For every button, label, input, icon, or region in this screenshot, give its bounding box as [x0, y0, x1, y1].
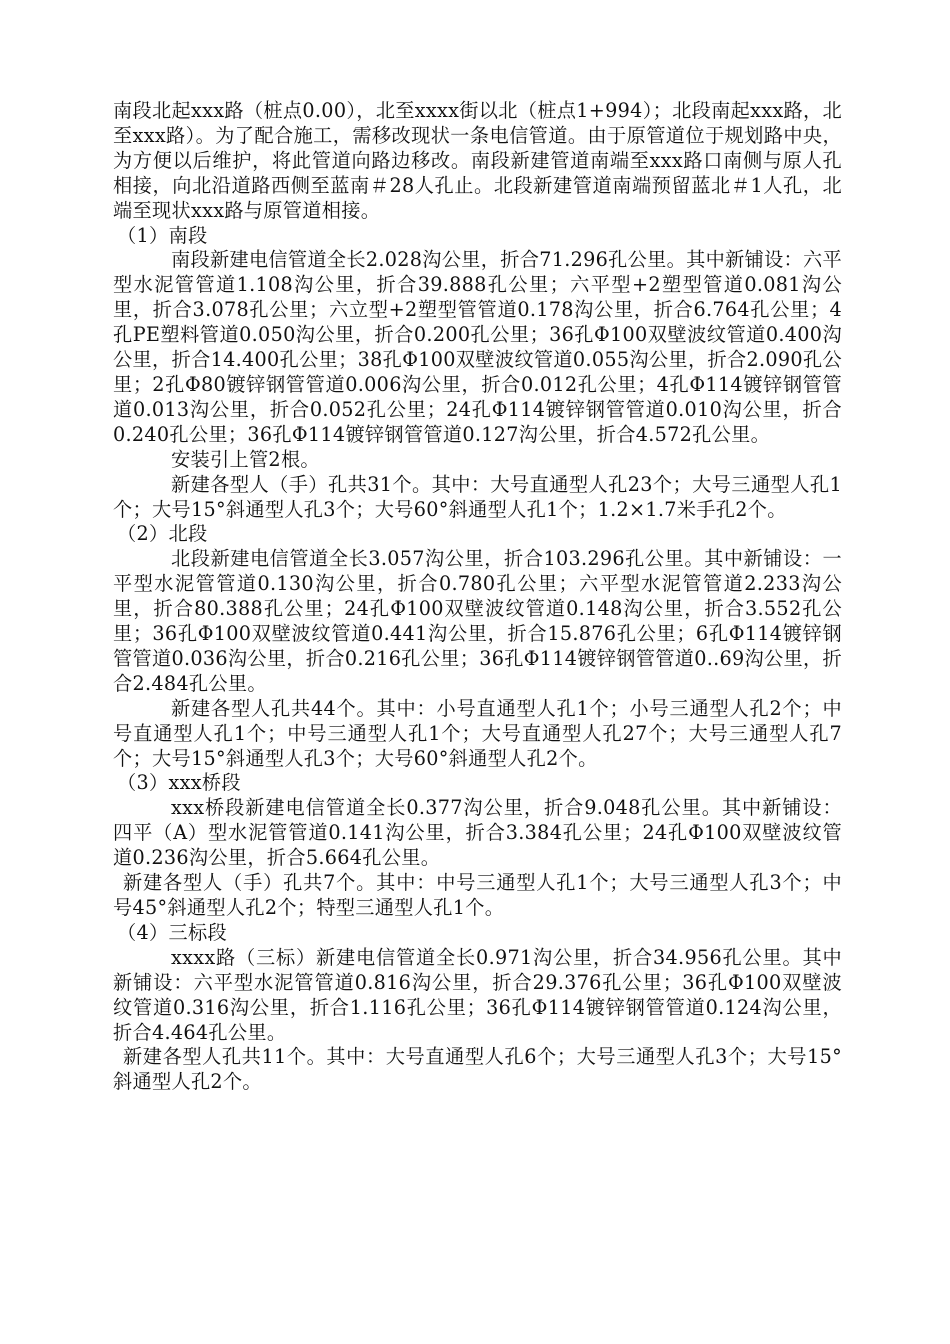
section-heading-north: （2）北段	[117, 522, 208, 546]
section-heading-bridge: （3）xxx桥段	[117, 771, 241, 795]
north-manhole-paragraph: 新建各型人孔共44个。其中：小号直通型人孔1个；小号三通型人孔2个；中号直通型人孔1个；中号三通型人孔1个；大号直通型人孔27个；大号三通型人孔7个；大号15°斜通型人孔3个；大号60°斜通型人孔2个。	[113, 696, 842, 770]
south-pipeline-paragraph: 南段新建电信管道全长2.028沟公里，折合71.296孔公里。其中新铺设：六平型水泥管管道1.108沟公里，折合39.888孔公里；六平型+2塑型管道0.081沟公里，折合3.078孔公里；六立型+2塑型管管道0.178沟公里，折合6.764孔公里；4孔PE塑料管道0.050沟公里，折合0.200孔公里；36孔Φ100双壁波纹管道0.400沟公里，折合14.400孔公里；38孔Φ100双壁波纹管道0.055沟公里，折合2.090孔公里；2孔Φ80镀锌钢管管道0.006沟公里，折合0.012孔公里；4孔Φ114镀锌钢管管道0.013沟公里，折合0.052孔公里；24孔Φ114镀锌钢管管道0.010沟公里，折合0.240孔公里；36孔Φ114镀锌钢管管道0.127沟公里，折合4.572孔公里。	[113, 248, 843, 446]
document-page	[113, 99, 842, 1095]
intro-paragraph: 南段北起xxx路（桩点0.00），北至xxxx街以北（桩点1+994）；北段南起xxx路，北至xxx路）。为了配合施工，需移改现状一条电信管道。由于原管道位于规划路中央，为方便以后维护，将此管道向路边移改。南段新建管道南端至xxx路口南侧与原人孔相接，向北沿道路西侧至蓝南＃28人孔止。北段新建管道南端预留蓝北＃1人孔，北端至现状xxx路与原管道相接。	[113, 99, 842, 222]
south-riser-paragraph: 安装引上管2根。	[171, 447, 320, 471]
section-heading-south: （1）南段	[117, 223, 208, 247]
section-heading-third-bid: （4）三标段	[117, 920, 227, 944]
third-bid-manhole-paragraph: 新建各型人孔共11个。其中：大号直通型人孔6个；大号三通型人孔3个；大号15°斜通型人孔2个。	[113, 1045, 842, 1094]
third-bid-pipeline-paragraph: xxxx路（三标）新建电信管道全长0.971沟公里，折合34.956孔公里。其中新铺设：六平型水泥管管道0.816沟公里，折合29.376孔公里；36孔Φ100双壁波纹管道0.316沟公里，折合1.116孔公里；36孔Φ114镀锌钢管管道0.124沟公里，折合4.464孔公里。	[113, 945, 842, 1044]
south-manhole-paragraph: 新建各型人（手）孔共31个。其中：大号直通型人孔23个；大号三通型人孔1个；大号15°斜通型人孔3个；大号60°斜通型人孔1个；1.2×1.7米手孔2个。	[113, 472, 842, 521]
bridge-manhole-paragraph: 新建各型人（手）孔共7个。其中：中号三通型人孔1个；大号三通型人孔3个；中号45°斜通型人孔2个；特型三通型人孔1个。	[113, 871, 842, 919]
north-pipeline-paragraph: 北段新建电信管道全长3.057沟公里，折合103.296孔公里。其中新铺设：一平型水泥管管道0.130沟公里，折合0.780孔公里；六平型水泥管管道2.233沟公里，折合80.388孔公里；24孔Φ100双壁波纹管道0.148沟公里，折合3.552孔公里；36孔Φ100双壁波纹管道0.441沟公里，折合15.876孔公里；6孔Φ114镀锌钢管管道0.036沟公里，折合0.216孔公里；36孔Φ114镀锌钢管管道0..69沟公里，折合2.484孔公里。	[113, 547, 842, 695]
bridge-pipeline-paragraph: xxx桥段新建电信管道全长0.377沟公里，折合9.048孔公里。其中新铺设：四平（A）型水泥管管道0.141沟公里，折合3.384孔公里；24孔Φ100双壁波纹管道0.236沟公里，折合5.664孔公里。	[113, 796, 842, 870]
